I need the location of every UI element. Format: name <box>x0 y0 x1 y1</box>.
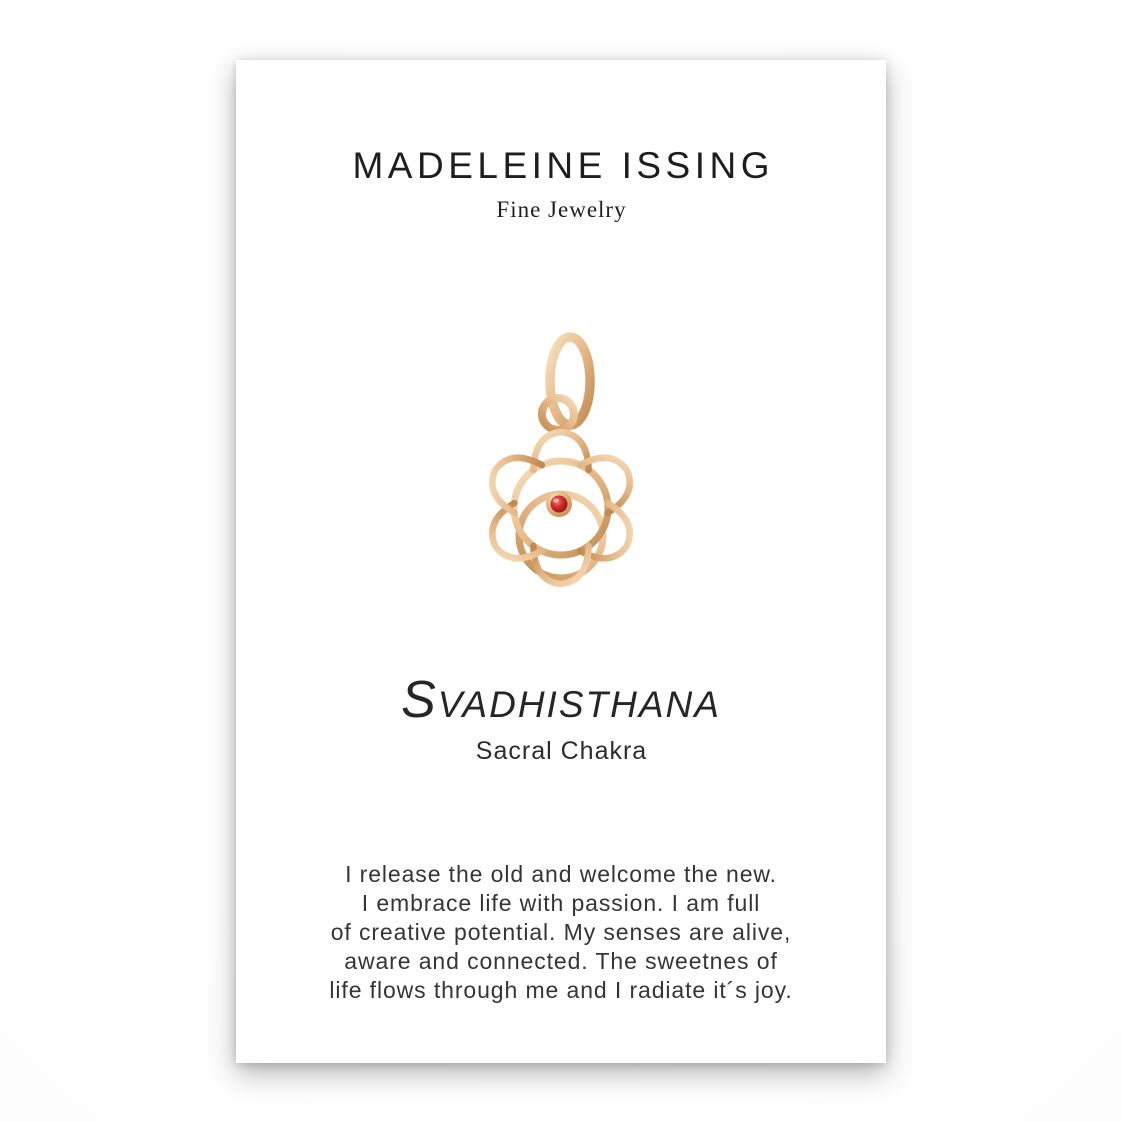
affirmation-line: life flows through me and I radiate it´s joy. <box>329 977 793 1003</box>
affirmation-line: I release the old and welcome the new. <box>345 861 777 887</box>
product-subtitle: Sacral Chakra <box>475 737 648 765</box>
affirmation-line: I embrace life with passion. I am full <box>361 890 761 916</box>
pendant-image <box>479 328 643 600</box>
product-title-initial: S <box>401 671 438 729</box>
affirmation-line: of creative potential. My senses are alive, <box>330 919 792 945</box>
product-title <box>236 671 886 739</box>
pendant-gem <box>546 491 572 517</box>
jewelry-card <box>236 60 886 1063</box>
affirmation-text <box>236 860 886 1005</box>
brand-name: MADELEINE ISSING <box>352 145 775 186</box>
affirmation-line: aware and connected. The sweetnes of <box>344 948 778 974</box>
product-title-rest: VADHISTHANA <box>437 684 721 725</box>
brand-tagline: Fine Jewelry <box>496 197 627 222</box>
